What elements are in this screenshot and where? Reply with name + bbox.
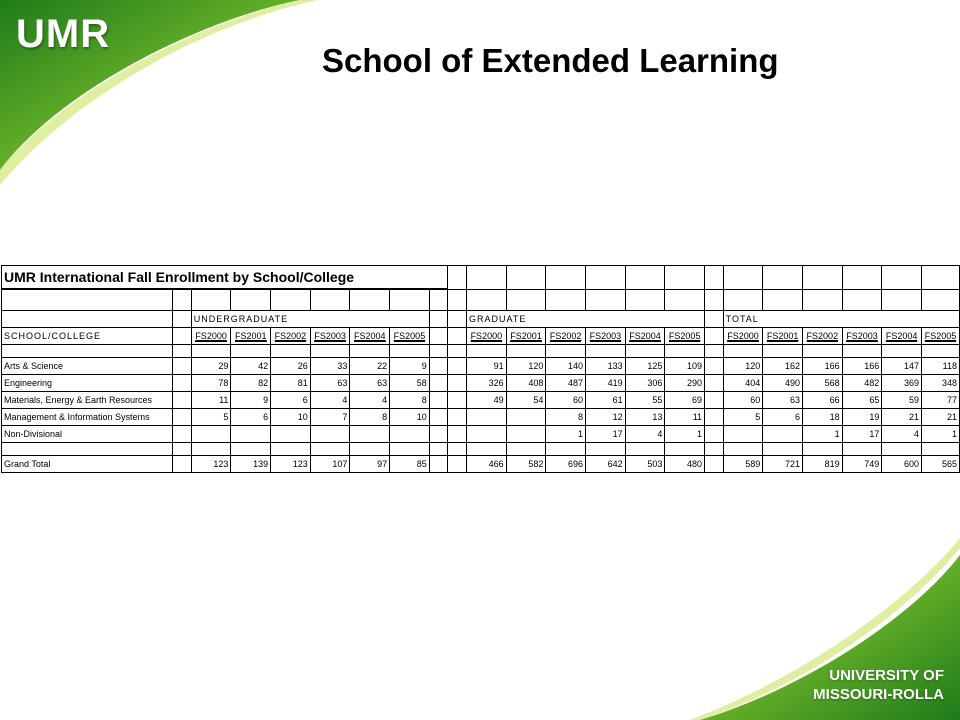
empty-cell	[802, 345, 842, 358]
graduate-value: 109	[665, 358, 705, 375]
undergrad-value: 107	[310, 456, 350, 473]
empty-cell	[350, 443, 390, 456]
empty-cell	[882, 443, 922, 456]
graduate-value: 55	[625, 392, 665, 409]
empty-cell	[448, 358, 467, 375]
total-value: 721	[763, 456, 803, 473]
enrollment-table	[1, 265, 960, 473]
table-row	[2, 426, 960, 443]
graduate-value: 480	[665, 456, 705, 473]
undergrad-value: 7	[310, 409, 350, 426]
undergrad-value	[191, 426, 231, 443]
year-label: FS2000	[470, 330, 503, 341]
year-label: FS2004	[354, 330, 386, 341]
empty-cell	[763, 345, 803, 358]
empty-cell	[546, 266, 586, 290]
empty-cell	[2, 443, 173, 456]
total-value: 63	[763, 392, 803, 409]
empty-cell	[705, 289, 724, 311]
graduate-value: 326	[467, 375, 507, 392]
table-row	[2, 443, 960, 456]
undergrad-value: 139	[231, 456, 271, 473]
page-title: School of Extended Learning	[322, 42, 779, 79]
empty-cell	[763, 289, 803, 311]
empty-cell	[506, 443, 546, 456]
empty-cell	[173, 456, 192, 473]
year-header	[546, 328, 586, 345]
empty-cell	[390, 345, 430, 358]
empty-cell	[586, 345, 626, 358]
empty-cell	[191, 345, 231, 358]
empty-cell	[448, 456, 467, 473]
year-header	[922, 328, 960, 345]
year-header	[802, 328, 842, 345]
group-label-graduate: GRADUATE	[467, 311, 705, 328]
total-value: 404	[723, 375, 763, 392]
graduate-value: 12	[586, 409, 626, 426]
university-wordmark	[813, 666, 944, 704]
graduate-value	[467, 426, 507, 443]
undergrad-value	[390, 426, 430, 443]
empty-cell	[429, 426, 448, 443]
undergrad-value: 82	[231, 375, 271, 392]
year-label: FS2000	[195, 330, 227, 341]
undergrad-value: 9	[390, 358, 430, 375]
graduate-value	[506, 409, 546, 426]
empty-cell	[546, 443, 586, 456]
graduate-value: 419	[586, 375, 626, 392]
empty-cell	[191, 289, 231, 311]
graduate-value: 91	[467, 358, 507, 375]
school-name: Arts & Science	[2, 358, 173, 375]
year-label: FS2005	[924, 330, 957, 341]
empty-cell	[448, 311, 467, 328]
graduate-value: 408	[506, 375, 546, 392]
empty-cell	[506, 289, 546, 311]
empty-cell	[448, 443, 467, 456]
table-row	[2, 289, 960, 311]
year-label: FS2001	[234, 330, 267, 341]
total-value: 17	[842, 426, 882, 443]
graduate-value: 503	[625, 456, 665, 473]
empty-cell	[429, 345, 448, 358]
wordmark-line-2: MISSOURI-ROLLA	[813, 686, 944, 703]
empty-cell	[625, 266, 665, 290]
undergrad-value: 4	[310, 392, 350, 409]
table-row	[2, 409, 960, 426]
empty-cell	[231, 345, 271, 358]
graduate-value: 61	[586, 392, 626, 409]
empty-cell	[723, 443, 763, 456]
empty-cell	[842, 345, 882, 358]
empty-cell	[467, 443, 507, 456]
empty-cell	[922, 443, 960, 456]
table-row	[2, 358, 960, 375]
undergrad-value: 6	[231, 409, 271, 426]
empty-cell	[842, 289, 882, 311]
total-value: 147	[882, 358, 922, 375]
empty-cell	[173, 311, 192, 328]
total-value: 21	[922, 409, 960, 426]
total-value: 166	[802, 358, 842, 375]
year-header	[191, 328, 231, 345]
empty-cell	[271, 345, 311, 358]
total-value: 348	[922, 375, 960, 392]
empty-cell	[506, 345, 546, 358]
empty-cell	[310, 289, 350, 311]
year-label: FS2002	[549, 330, 582, 341]
total-value: 819	[802, 456, 842, 473]
total-value: 59	[882, 392, 922, 409]
year-label: FS2003	[589, 330, 622, 341]
undergrad-value: 8	[350, 409, 390, 426]
empty-cell	[271, 289, 311, 311]
empty-cell	[310, 443, 350, 456]
empty-cell	[173, 375, 192, 392]
year-label: FS2001	[510, 330, 542, 341]
umr-logo: UMR	[16, 12, 111, 56]
empty-cell	[231, 289, 271, 311]
graduate-value: 140	[546, 358, 586, 375]
year-header	[231, 328, 271, 345]
empty-cell	[586, 443, 626, 456]
graduate-value: 290	[665, 375, 705, 392]
undergrad-value: 123	[271, 456, 311, 473]
undergrad-value: 8	[390, 392, 430, 409]
table-row	[2, 375, 960, 392]
empty-cell	[231, 443, 271, 456]
undergrad-value: 123	[191, 456, 231, 473]
year-header	[271, 328, 311, 345]
year-label: FS2003	[846, 330, 878, 341]
year-label: FS2003	[314, 330, 346, 341]
empty-cell	[723, 266, 763, 290]
graduate-value: 306	[625, 375, 665, 392]
empty-cell	[842, 443, 882, 456]
total-value: 568	[802, 375, 842, 392]
empty-cell	[429, 456, 448, 473]
table-title: UMR International Fall Enrollment by School/College	[2, 266, 448, 290]
year-header	[310, 328, 350, 345]
empty-cell	[350, 289, 390, 311]
graduate-value: 11	[665, 409, 705, 426]
empty-cell	[705, 456, 724, 473]
graduate-value: 49	[467, 392, 507, 409]
undergrad-value: 5	[191, 409, 231, 426]
undergrad-value: 42	[231, 358, 271, 375]
total-value: 166	[842, 358, 882, 375]
year-label: FS2004	[885, 330, 918, 341]
empty-cell	[763, 266, 803, 290]
graduate-value: 487	[546, 375, 586, 392]
total-value: 5	[723, 409, 763, 426]
total-value: 600	[882, 456, 922, 473]
empty-cell	[173, 289, 192, 311]
empty-cell	[665, 345, 705, 358]
graduate-value: 69	[665, 392, 705, 409]
empty-cell	[429, 375, 448, 392]
empty-cell	[506, 266, 546, 290]
total-value: 369	[882, 375, 922, 392]
graduate-value: 13	[625, 409, 665, 426]
total-value: 4	[882, 426, 922, 443]
year-label: FS2002	[274, 330, 307, 341]
empty-cell	[546, 289, 586, 311]
total-value: 565	[922, 456, 960, 473]
graduate-value: 17	[586, 426, 626, 443]
year-header	[882, 328, 922, 345]
empty-cell	[350, 345, 390, 358]
empty-cell	[705, 345, 724, 358]
empty-cell	[173, 345, 192, 358]
school-name: Engineering	[2, 375, 173, 392]
graduate-value: 466	[467, 456, 507, 473]
undergrad-value: 26	[271, 358, 311, 375]
empty-cell	[448, 266, 467, 290]
empty-cell	[802, 443, 842, 456]
group-header-row	[2, 311, 960, 328]
total-value: 18	[802, 409, 842, 426]
year-header	[586, 328, 626, 345]
empty-cell	[586, 266, 626, 290]
year-label: FS2005	[393, 330, 426, 341]
year-header	[506, 328, 546, 345]
empty-cell	[665, 289, 705, 311]
empty-cell	[467, 266, 507, 290]
total-value: 118	[922, 358, 960, 375]
year-header	[625, 328, 665, 345]
year-header	[723, 328, 763, 345]
school-name: Management & Information Systems	[2, 409, 173, 426]
empty-cell	[310, 345, 350, 358]
undergrad-value: 4	[350, 392, 390, 409]
undergrad-value: 10	[271, 409, 311, 426]
year-header	[390, 328, 430, 345]
year-label: FS2002	[806, 330, 839, 341]
empty-cell	[173, 426, 192, 443]
empty-cell	[448, 375, 467, 392]
total-value: 66	[802, 392, 842, 409]
year-header	[763, 328, 803, 345]
empty-cell	[173, 392, 192, 409]
year-label: FS2005	[668, 330, 701, 341]
total-value: 490	[763, 375, 803, 392]
empty-cell	[705, 392, 724, 409]
undergrad-value: 9	[231, 392, 271, 409]
empty-cell	[665, 443, 705, 456]
total-value: 65	[842, 392, 882, 409]
total-value: 120	[723, 358, 763, 375]
graduate-value: 60	[546, 392, 586, 409]
empty-cell	[173, 409, 192, 426]
year-header-row	[2, 328, 960, 345]
graduate-value	[467, 409, 507, 426]
graduate-value: 696	[546, 456, 586, 473]
empty-cell	[705, 266, 724, 290]
empty-cell	[429, 311, 448, 328]
graduate-value: 4	[625, 426, 665, 443]
total-value	[723, 426, 763, 443]
undergrad-value: 22	[350, 358, 390, 375]
empty-cell	[173, 328, 192, 345]
graduate-value: 120	[506, 358, 546, 375]
undergrad-value: 85	[390, 456, 430, 473]
year-header	[842, 328, 882, 345]
empty-cell	[429, 328, 448, 345]
empty-cell	[705, 328, 724, 345]
empty-cell	[705, 426, 724, 443]
undergrad-value: 58	[390, 375, 430, 392]
empty-cell	[705, 358, 724, 375]
empty-cell	[802, 266, 842, 290]
empty-cell	[625, 345, 665, 358]
empty-cell	[922, 289, 960, 311]
group-label-total: TOTAL	[723, 311, 959, 328]
undergrad-value	[271, 426, 311, 443]
graduate-value: 54	[506, 392, 546, 409]
empty-cell	[2, 311, 173, 328]
empty-cell	[467, 289, 507, 311]
empty-cell	[586, 289, 626, 311]
empty-cell	[429, 392, 448, 409]
empty-cell	[448, 345, 467, 358]
total-value: 60	[723, 392, 763, 409]
empty-cell	[429, 409, 448, 426]
undergrad-value: 63	[350, 375, 390, 392]
graduate-value	[506, 426, 546, 443]
graduate-value: 133	[586, 358, 626, 375]
empty-cell	[448, 426, 467, 443]
year-header	[350, 328, 390, 345]
year-header	[467, 328, 507, 345]
table-title-row	[2, 266, 960, 290]
empty-cell	[429, 443, 448, 456]
empty-cell	[173, 358, 192, 375]
year-label: FS2000	[727, 330, 759, 341]
undergrad-value: 33	[310, 358, 350, 375]
school-name: Non-Divisional	[2, 426, 173, 443]
empty-cell	[429, 358, 448, 375]
empty-cell	[546, 345, 586, 358]
total-value: 21	[882, 409, 922, 426]
empty-cell	[390, 289, 430, 311]
grand-total-row	[2, 456, 960, 473]
empty-cell	[467, 345, 507, 358]
empty-cell	[448, 392, 467, 409]
total-value: 749	[842, 456, 882, 473]
total-value: 1	[802, 426, 842, 443]
undergrad-value: 97	[350, 456, 390, 473]
empty-cell	[842, 266, 882, 290]
empty-cell	[625, 289, 665, 311]
wordmark-line-1: UNIVERSITY OF	[829, 667, 944, 684]
graduate-value: 125	[625, 358, 665, 375]
empty-cell	[882, 266, 922, 290]
empty-cell	[448, 289, 467, 311]
table-row	[2, 392, 960, 409]
undergrad-value: 81	[271, 375, 311, 392]
empty-cell	[922, 266, 960, 290]
year-label: FS2001	[766, 330, 799, 341]
empty-cell	[882, 289, 922, 311]
undergrad-value: 11	[191, 392, 231, 409]
total-value: 589	[723, 456, 763, 473]
total-value: 77	[922, 392, 960, 409]
undergrad-value: 6	[271, 392, 311, 409]
empty-cell	[802, 289, 842, 311]
school-name: Grand Total	[2, 456, 173, 473]
school-name: Materials, Energy & Earth Resources	[2, 392, 173, 409]
empty-cell	[922, 345, 960, 358]
empty-cell	[191, 443, 231, 456]
undergrad-value	[231, 426, 271, 443]
table-row	[2, 345, 960, 358]
graduate-value: 582	[506, 456, 546, 473]
undergrad-value: 78	[191, 375, 231, 392]
undergrad-value: 63	[310, 375, 350, 392]
empty-cell	[705, 409, 724, 426]
empty-cell	[665, 266, 705, 290]
graduate-value: 1	[546, 426, 586, 443]
total-value: 482	[842, 375, 882, 392]
graduate-value: 1	[665, 426, 705, 443]
empty-cell	[448, 409, 467, 426]
empty-cell	[882, 345, 922, 358]
empty-cell	[705, 443, 724, 456]
total-value	[763, 426, 803, 443]
year-label: FS2004	[629, 330, 661, 341]
graduate-value: 8	[546, 409, 586, 426]
empty-cell	[173, 443, 192, 456]
group-label-undergraduate: UNDERGRADUATE	[191, 311, 429, 328]
empty-cell	[723, 289, 763, 311]
undergrad-value	[310, 426, 350, 443]
undergrad-value: 29	[191, 358, 231, 375]
empty-cell	[429, 289, 448, 311]
graduate-value: 642	[586, 456, 626, 473]
total-value: 162	[763, 358, 803, 375]
empty-cell	[625, 443, 665, 456]
year-header	[665, 328, 705, 345]
empty-cell	[390, 443, 430, 456]
empty-cell	[448, 328, 467, 345]
total-value: 1	[922, 426, 960, 443]
empty-cell	[2, 345, 173, 358]
total-value: 19	[842, 409, 882, 426]
empty-cell	[2, 289, 173, 311]
empty-cell	[271, 443, 311, 456]
empty-cell	[705, 375, 724, 392]
total-value: 6	[763, 409, 803, 426]
undergrad-value	[350, 426, 390, 443]
empty-cell	[723, 345, 763, 358]
school-column-header: SCHOOL/COLLEGE	[2, 328, 173, 345]
empty-cell	[763, 443, 803, 456]
empty-cell	[705, 311, 724, 328]
undergrad-value: 10	[390, 409, 430, 426]
